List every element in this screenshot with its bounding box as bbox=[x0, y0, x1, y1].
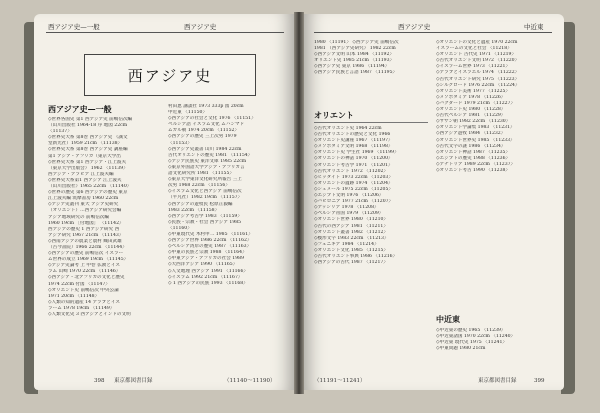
catalog-entry-line: ◇オリエント叢書 1982 〈11212〉 bbox=[314, 229, 389, 235]
catalog-entry-line: 〈11153〉 bbox=[168, 140, 192, 146]
catalog-entry-line: ◇西アジア文明 山本 1984 〈11192〉 bbox=[314, 52, 394, 58]
catalog-entry-line: ◇イスラム文化と西アジア 前嶋信次 bbox=[168, 189, 242, 195]
catalog-entry-line: ◇オリエント 古代史 1971 〈11219〉 bbox=[436, 52, 517, 58]
catalog-entry-line: ◇西アジア・北アフリカの文化と歴史 bbox=[48, 275, 125, 281]
catalog-entry-line: ◇中近東の歴史 1965 〈11239〉 bbox=[436, 328, 506, 333]
catalog-entry-line: ムガル朝 1974 20cm 〈11152〉 bbox=[168, 128, 240, 134]
catalog-entry-line: ◇楔形文字 1983 22cm 〈11213〉 bbox=[314, 235, 389, 241]
catalog-entry-line: ◇世界各国史 第1 西アジア史 前嶋信次編 bbox=[48, 117, 133, 122]
right-column-1-top bbox=[314, 40, 428, 82]
catalog-entry-line: ◇中東の民族と宗教 1988 〈11164〉 bbox=[168, 250, 247, 256]
catalog-entry-line: ◇西アジアの歴史 前嶋信次 イスラー bbox=[48, 251, 124, 257]
catalog-entry-line: ◇バグダード 1979 21cm 〈11227〉 bbox=[436, 100, 516, 106]
catalog-entry-line: ◇古代の西アジア 1981 〈11211〉 bbox=[314, 223, 388, 229]
catalog-entry-line: ◇世界史大系 第8巻 西アジア史 講座編 bbox=[48, 147, 128, 153]
catalog-entry-line: ◇オリエント考古学 1971 〈11201〉 bbox=[314, 162, 393, 168]
catalog-entry-line: ◇ペルシア湾岸の歴史 1987 〈11163〉 bbox=[168, 244, 252, 250]
book-spine bbox=[294, 12, 304, 394]
catalog-entry-line: ◇オリエント文化 1985 〈11215〉 bbox=[314, 247, 389, 253]
catalog-entry-line: ◇西アジア遊牧 1984 〈11232〉 bbox=[436, 131, 506, 137]
catalog-entry-line: 中近東 〈11150〉 bbox=[168, 110, 208, 116]
right-footer-range: （11191～11241） bbox=[314, 378, 366, 384]
catalog-entry-line: 古代オリエントの歴史 1981 〈11154〉 bbox=[168, 152, 253, 158]
catalog-entry-line: ◇西アジアの社会と文化 1976 〈11151〉 bbox=[168, 116, 256, 122]
catalog-entry-line: ◇世界史大系 第1 西アジア・江上波夫 bbox=[48, 159, 127, 165]
catalog-entry-line: ◇ササン朝 1982 22cm 〈11230〉 bbox=[436, 119, 511, 125]
catalog-entry-line: ◇オリエント考古 1990 〈11238〉 bbox=[436, 167, 511, 173]
catalog-entry-line: ◇フェニキア 1984 〈11214〉 bbox=[314, 241, 379, 247]
catalog-entry-line: ◇古代文字の謎 1986 〈11234〉 bbox=[436, 143, 506, 149]
catalog-entry-line: ◇大西洋アジア 1990 〈11165〉 bbox=[168, 262, 238, 268]
left-page bbox=[34, 14, 296, 390]
catalog-entry-line: ◇オリエント美術 1977 〈11225〉 bbox=[436, 88, 511, 94]
catalog-entry-line: ◇西アジアの古代 1987 〈11217〉 bbox=[314, 260, 388, 266]
right-header-text: 中近東 bbox=[524, 23, 544, 31]
catalog-entry-line: ◇ 1 西アジアの民族 1993 〈11168〉 bbox=[168, 280, 248, 286]
catalog-entry-line: （山川出版社）1965 22cm 〈11140〉 bbox=[48, 184, 132, 190]
catalog-entry-line: アジア研究 1967 21cm 〈11143〉 bbox=[48, 232, 124, 238]
catalog-entry-line: 江上波夫編 筑摩書房 1960 22cm bbox=[48, 196, 119, 202]
catalog-entry-line: オリエント史 1985 21cm 〈11193〉 bbox=[314, 58, 395, 64]
catalog-entry-line: ◇オリエントの文化と遺産 1970 22cm bbox=[436, 40, 518, 45]
catalog-entry-line: ◇アジア民族史 東洋文庫 1985 22cm bbox=[168, 158, 247, 164]
catalog-entry-line: ◇世界史大系第1 西アジア 江上波夫 bbox=[48, 177, 122, 183]
catalog-entry-line: 語文化研究所 1981 〈11155〉 bbox=[168, 171, 234, 177]
catalog-entry-line: アジア地域研究の 前嶋信次編 bbox=[48, 214, 109, 220]
catalog-entry-line: ◇オリエント史講座 1967 〈11197〉 bbox=[314, 138, 393, 144]
catalog-entry-line: ラム 山崎 1970 22cm 〈11146〉 bbox=[48, 269, 121, 275]
catalog-entry-line: ◇世界の歴史 第6 西アジアの歴史 東京 bbox=[48, 190, 128, 196]
catalog-entry-line: ◇オリエント史 1980 〈11228〉 bbox=[436, 107, 506, 113]
catalog-entry-line: ◇ヒッタイト 1973 22cm 〈11203〉 bbox=[314, 174, 393, 180]
catalog-entry-line: ◇シルクロード 1976 22cm 〈11224〉 bbox=[436, 82, 520, 88]
catalog-entry-line: ◇オリエント史 学生社 1969 〈11199〉 bbox=[314, 150, 399, 156]
catalog-entry-line: ラーム 1978 19cm 〈11149〉 bbox=[48, 305, 115, 311]
catalog-entry-line: ◇東京大学東洋文化研究所報告 三上 bbox=[168, 177, 242, 183]
catalog-entry-line: ◇中東問題 1980 21cm bbox=[436, 346, 486, 352]
catalog-entry-line: ◇オリエントの神話 1970 〈11200〉 bbox=[314, 156, 393, 162]
right-header-running-title: 西アジア史 bbox=[398, 23, 431, 31]
catalog-entry-line: ◇西アジアの遊牧民 松原正毅編 bbox=[168, 201, 233, 207]
right-section-heading-orient: オリエント bbox=[314, 110, 354, 120]
catalog-entry-line: ◇古代ペルシア 1981 〈11229〉 bbox=[436, 113, 506, 119]
left-section-heading: 西アジア史—一般 bbox=[48, 104, 112, 114]
catalog-entry-line: ◇オリエント神話 1987 〈11235〉 bbox=[436, 149, 511, 155]
catalog-entry-line: ◇アジア史論考 上 中巻 仏教とイス bbox=[48, 263, 120, 269]
catalog-entry-line: ◇西アジア民族と言語 1987 〈11195〉 bbox=[314, 70, 398, 76]
catalog-entry-line: ム世界の成立 1969 19cm 〈11145〉 bbox=[48, 257, 129, 263]
section-rule bbox=[314, 122, 428, 123]
catalog-entry-line: ◇人類文化史 3 西アジアとインドの文明 bbox=[48, 312, 131, 317]
right-footer-publisher: 東京都図書目録 bbox=[478, 378, 517, 384]
catalog-entry-line: 1971 20cm 〈11148〉 bbox=[48, 293, 100, 299]
left-column-2 bbox=[168, 104, 284, 354]
catalog-entry-line: ◇中東アジア・アフリカの社会 1989 bbox=[168, 256, 244, 262]
catalog-entry-line: 村田恵 講談社 1973 333p 図 20cm bbox=[168, 104, 244, 109]
catalog-entry-line: ◇オリエントの遺跡 1974 〈11204〉 bbox=[314, 180, 393, 186]
catalog-entry-line: ◇古代オリエント文明 1972 〈11220〉 bbox=[436, 58, 520, 64]
catalog-entry-line: （平凡社）1982 19cm 〈11157〉 bbox=[168, 195, 243, 201]
catalog-entry-line: ◇オリエント史 前嶋信次 中央公論 bbox=[48, 287, 119, 293]
catalog-entry-line: ◇アッシリア 1978 〈11208〉 bbox=[314, 205, 379, 211]
catalog-entry-line: ◇バビロニア 1977 21cm 〈11207〉 bbox=[314, 199, 394, 205]
catalog-entry-line: ◇西南アジアの農業と農村 織田武雄 bbox=[48, 238, 122, 244]
catalog-entry-line: ペルシア語 イスラム文化 ムハンマド bbox=[168, 122, 245, 128]
catalog-entry-line: 1981 （西アジア史研究） 1982 22cm bbox=[314, 46, 396, 52]
left-header-text: 西アジア史—一般 bbox=[48, 23, 100, 31]
catalog-entry-line: ◇オリエント世界 1980 〈11210〉 bbox=[314, 217, 389, 223]
catalog-entry-line: ◇西アジアの歴史 三上次男 1979 bbox=[168, 134, 237, 140]
left-page-number: 398 bbox=[94, 378, 105, 384]
catalog-entry-line: ◇世界史大系 第8巻 西アジア史 （誠文 bbox=[48, 135, 128, 141]
catalog-entry-line: イスラームの文化と社会 〈11218〉 bbox=[436, 46, 512, 52]
right-page bbox=[302, 14, 564, 390]
right-section-heading-middle-east: 中近東 bbox=[436, 314, 460, 324]
left-header-rule bbox=[46, 32, 284, 33]
right-page-number: 399 bbox=[534, 378, 545, 384]
left-column-1 bbox=[48, 117, 160, 357]
catalog-entry-line: ◇オリエント世界史 1985 〈11233〉 bbox=[436, 137, 515, 143]
catalog-entry-line: 〈11137〉 bbox=[48, 129, 72, 135]
catalog-entry-line: ◇アジア史叢刊 東大 アジア史研究 bbox=[48, 202, 119, 208]
catalog-entry-line: （東京大学出版会） 1962 〈11139〉 bbox=[48, 165, 128, 171]
right-column-2-middle-east bbox=[436, 328, 552, 368]
catalog-entry-line: ◇古代オリエント事典 1986 〈11216〉 bbox=[314, 253, 398, 259]
catalog-entry-line: ◇西アジア史叢書 山川 1984 22cm bbox=[168, 146, 242, 152]
right-column-1-orient bbox=[314, 126, 428, 356]
catalog-entry-line: ◇メソポタミア文明 1968 〈11198〉 bbox=[314, 144, 393, 150]
catalog-entry-line: 1960 19cm ［付地図］ 〈11142〉 bbox=[48, 220, 124, 226]
catalog-entry-line: ◇メソポタミア 1978 〈11226〉 bbox=[436, 94, 506, 100]
catalog-entry-line: ◇東京外国語大学アジア・アフリカ言 bbox=[168, 164, 245, 170]
catalog-entry-line: 1980 〈11191〉 ◇西アジア史 前嶋信次 bbox=[314, 40, 399, 45]
catalog-entry-line: ◇古代オリエント史 1964 22cm bbox=[314, 126, 382, 131]
catalog-entry-line: ◇中近東諸国 1970 22cm 〈11240〉 bbox=[436, 334, 516, 340]
catalog-entry-line: 1974 22cm 付図 〈11147〉 bbox=[48, 281, 110, 287]
catalog-entry-line: 西アジア・アラビア 江上波夫編 bbox=[48, 171, 114, 177]
catalog-entry-line: 〈11160〉 bbox=[168, 225, 192, 231]
left-header-running-title: 西アジア史 bbox=[184, 23, 217, 31]
right-header-rule bbox=[314, 32, 552, 33]
catalog-entry-line: ◇エジプトの歴史 1988 〈11236〉 bbox=[436, 155, 511, 161]
catalog-entry-line: 第1 アジア・アフリカ（東京大学出 bbox=[48, 153, 121, 159]
catalog-entry-line: ◇西アジア史 東京 1986 〈11194〉 bbox=[314, 64, 390, 70]
catalog-entry-line: ◇イスラム 1992 21cm 〈11167〉 bbox=[168, 274, 243, 280]
catalog-entry-line: ◇古代オリエント 1972 〈11202〉 bbox=[314, 168, 389, 174]
catalog-entry-line: 次男 1968 22cm 〈11156〉 bbox=[168, 183, 230, 189]
catalog-entry-line: ◇エジプト文明 1976 〈11206〉 bbox=[314, 193, 384, 199]
catalog-entry-line: ◇民族・宗教・社会 西アジア 1985 bbox=[168, 219, 242, 225]
catalog-entry-line: 西アジアの歴史 1 西アジア研究 西 bbox=[48, 226, 120, 232]
chapter-title: 西アジア史 bbox=[84, 54, 256, 96]
catalog-entry-line: 堂新光社）1959 21cm 〈11138〉 bbox=[48, 141, 123, 147]
catalog-entry-line: ◇イスラーム世界 1973 〈11221〉 bbox=[436, 64, 511, 70]
catalog-entry-line: ◇人文地理 西アジア 1991 〈11166〉 bbox=[168, 268, 248, 274]
catalog-entry-line: ◇オリエント学論集 1983 〈11231〉 bbox=[436, 125, 515, 131]
catalog-entry-line: ◇西アジア考古学 1983 〈11159〉 bbox=[168, 213, 242, 219]
catalog-entry-line: ◇シュメール 1975 22cm 〈11205〉 bbox=[314, 186, 393, 192]
catalog-entry-line: ◇西アジア世界 1986 22cm 〈11162〉 bbox=[168, 238, 252, 244]
catalog-entry-line: ◇古代オリエントの歴史と文化 1966 bbox=[314, 132, 391, 138]
catalog-entry-line: （古今書院）1966 22cm 〈11144〉 bbox=[48, 244, 127, 250]
catalog-entry-line: ◇アナトリア 1989 22cm 〈11237〉 bbox=[436, 161, 516, 167]
catalog-entry-line: （オリエント）…西アジア研究会編 bbox=[48, 208, 122, 214]
catalog-entry-line: ◇アラブとイスラエル 1974 〈11222〉 bbox=[436, 70, 520, 76]
catalog-entry-line: ◇古代オリエント研究 1975 〈11223〉 bbox=[436, 76, 520, 82]
left-footer-range: （11140～11190） bbox=[224, 378, 276, 384]
catalog-entry-line: ◇中東現代史 木村申二 1985 〈11161〉 bbox=[168, 231, 253, 237]
catalog-entry-line: 1983 22cm 〈11158〉 bbox=[168, 207, 220, 213]
catalog-entry-line: ◇中近東 現代史 1975 〈11241〉 bbox=[436, 340, 507, 346]
right-column-2 bbox=[436, 40, 552, 298]
catalog-entry-line: ◇人類の知的遺産 14 アラブとイス bbox=[48, 299, 120, 305]
left-footer-publisher: 東京都図書目録 bbox=[114, 378, 153, 384]
catalog-entry-line: ◇ペルシア帝国 1979 〈11209〉 bbox=[314, 211, 384, 217]
catalog-entry-line: （山川出版社 1964-18 序 地図 22cm bbox=[48, 123, 128, 129]
